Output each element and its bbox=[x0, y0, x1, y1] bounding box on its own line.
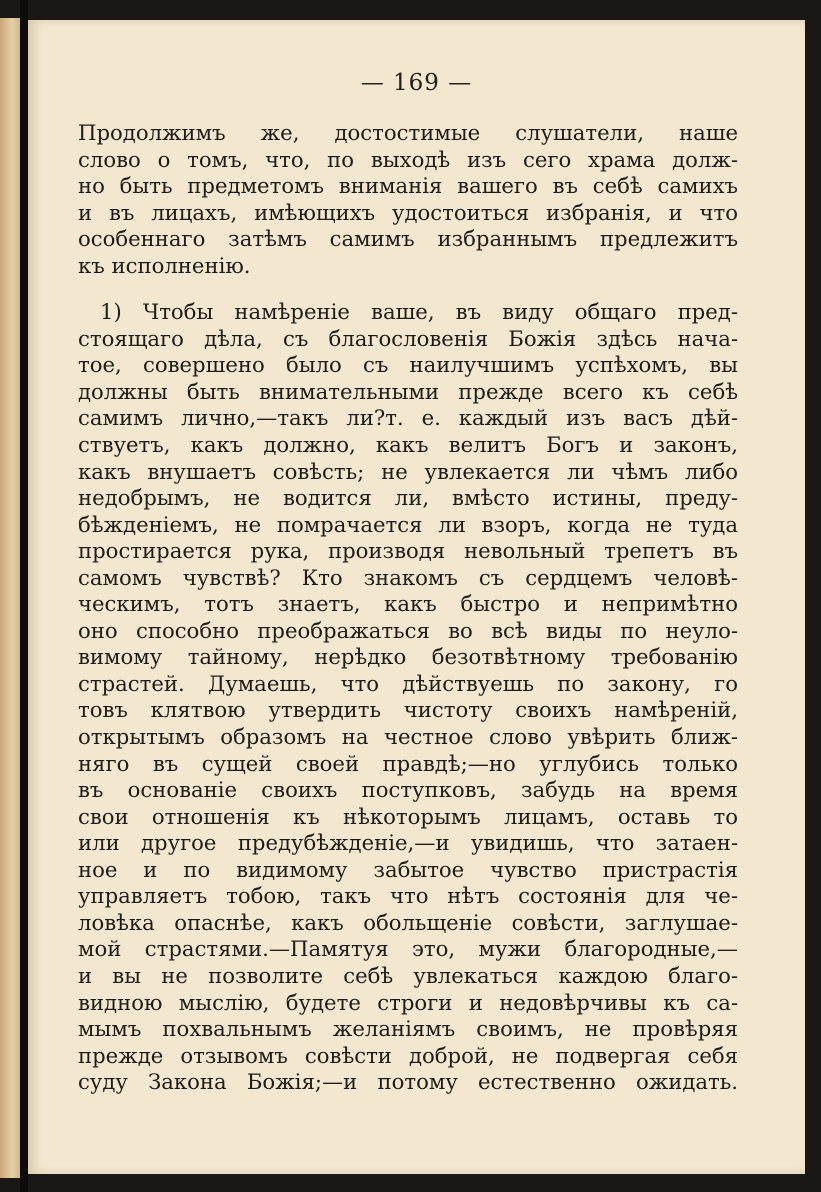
text-line: стоящаго дѣла, съ благословенія Божія здѣсь нача- bbox=[78, 325, 738, 351]
text-line: ное и по видимому забытое чувство пристрастія bbox=[78, 856, 738, 882]
text-line: мымъ похвальнымъ желаніямъ своимъ, не провѣряя bbox=[78, 1016, 738, 1042]
text-line: видною мыслію, будете строги и недовѣрчивы къ са- bbox=[78, 989, 738, 1015]
text-line: самомъ чувствѣ? Кто знакомъ съ сердцемъ человѣ- bbox=[78, 564, 738, 590]
page-number: — 169 — bbox=[360, 70, 473, 96]
text-line: мой страстями.—Памятуя это, мужи благородные,— bbox=[78, 936, 738, 962]
page-body bbox=[78, 120, 738, 1096]
text-line: Продолжимъ же, достостимые слушатели, наше bbox=[78, 120, 738, 145]
book-gutter bbox=[20, 0, 28, 1192]
book-page bbox=[28, 20, 805, 1174]
paragraph-1 bbox=[78, 120, 738, 279]
text-line: бѣжденіемъ, не помрачается ли взоръ, когда не туда bbox=[78, 511, 738, 537]
text-line: тое, совершено было съ наилучшимъ успѣхомъ, вы bbox=[78, 352, 738, 378]
text-line: ствуетъ, какъ должно, какъ велитъ Богъ и законъ, bbox=[78, 432, 738, 458]
text-line: оно способно преображаться во всѣ виды по неуло- bbox=[78, 617, 738, 643]
text-line: или другое предубѣжденіе,—и увидишь, что затаен- bbox=[78, 830, 738, 856]
text-line: простирается рука, производя невольный трепетъ въ bbox=[78, 538, 738, 564]
text-line: вимому тайному, нерѣдко безотвѣтному требованію bbox=[78, 644, 738, 670]
text-line: къ исполненію. bbox=[78, 252, 251, 278]
left-page-edge bbox=[0, 18, 20, 1178]
text-line: прежде отзывомъ совѣсти доброй, не подвергая себя bbox=[78, 1042, 738, 1068]
right-page-edge bbox=[805, 20, 821, 1174]
text-line: открытымъ образомъ на честное слово увѣрить ближ- bbox=[78, 724, 738, 750]
text-line: свои отношенія къ нѣкоторымъ лицамъ, оставь то bbox=[78, 803, 738, 829]
text-line: товъ клятвою утвердить чистоту своихъ намѣреній, bbox=[78, 697, 738, 723]
paragraph-gap bbox=[78, 279, 738, 299]
text-line: 1) Чтобы намѣреніе ваше, въ виду общаго пред- bbox=[100, 299, 738, 325]
text-line: ловѣка опаснѣе, какъ обольщеніе совѣсти, заглушае- bbox=[78, 909, 738, 935]
text-line: и вы не позволите себѣ увлекаться каждою благо- bbox=[78, 962, 738, 988]
text-line: въ основаніе своихъ поступковъ, забудь на время bbox=[78, 777, 738, 803]
text-line: самимъ лично,—такъ ли?т. е. каждый изъ васъ дѣй- bbox=[78, 405, 738, 431]
paragraph-2 bbox=[78, 299, 738, 1095]
text-line: и въ лицахъ, имѣющихъ удостоиться избранія, и что bbox=[78, 199, 738, 225]
text-line: недобрымъ, не водится ли, вмѣсто истины, преду- bbox=[78, 485, 738, 511]
text-line: должны быть внимательными прежде всего къ себѣ bbox=[78, 378, 738, 404]
text-line: управляетъ тобою, такъ что нѣтъ состоянія для че- bbox=[78, 883, 738, 909]
text-line: суду Закона Божія;—и потому естественно ожидать. bbox=[78, 1069, 738, 1095]
text-line: страстей. Думаешь, что дѣйствуешь по закону, го bbox=[78, 670, 738, 696]
text-line: ческимъ, тотъ знаетъ, какъ быстро и непримѣтно bbox=[78, 591, 738, 617]
text-line: но быть предметомъ вниманія вашего въ себѣ самихъ bbox=[78, 173, 738, 199]
text-line: няго въ сущей своей правдѣ;—но углубись только bbox=[78, 750, 738, 776]
text-line: какъ внушаетъ совѣсть; не увлекается ли чѣмъ либо bbox=[78, 458, 738, 484]
text-line: особеннаго затѣмъ самимъ избраннымъ предлежитъ bbox=[78, 226, 738, 252]
text-line: слово о томъ, что, по выходѣ изъ сего храма долж- bbox=[78, 146, 738, 172]
